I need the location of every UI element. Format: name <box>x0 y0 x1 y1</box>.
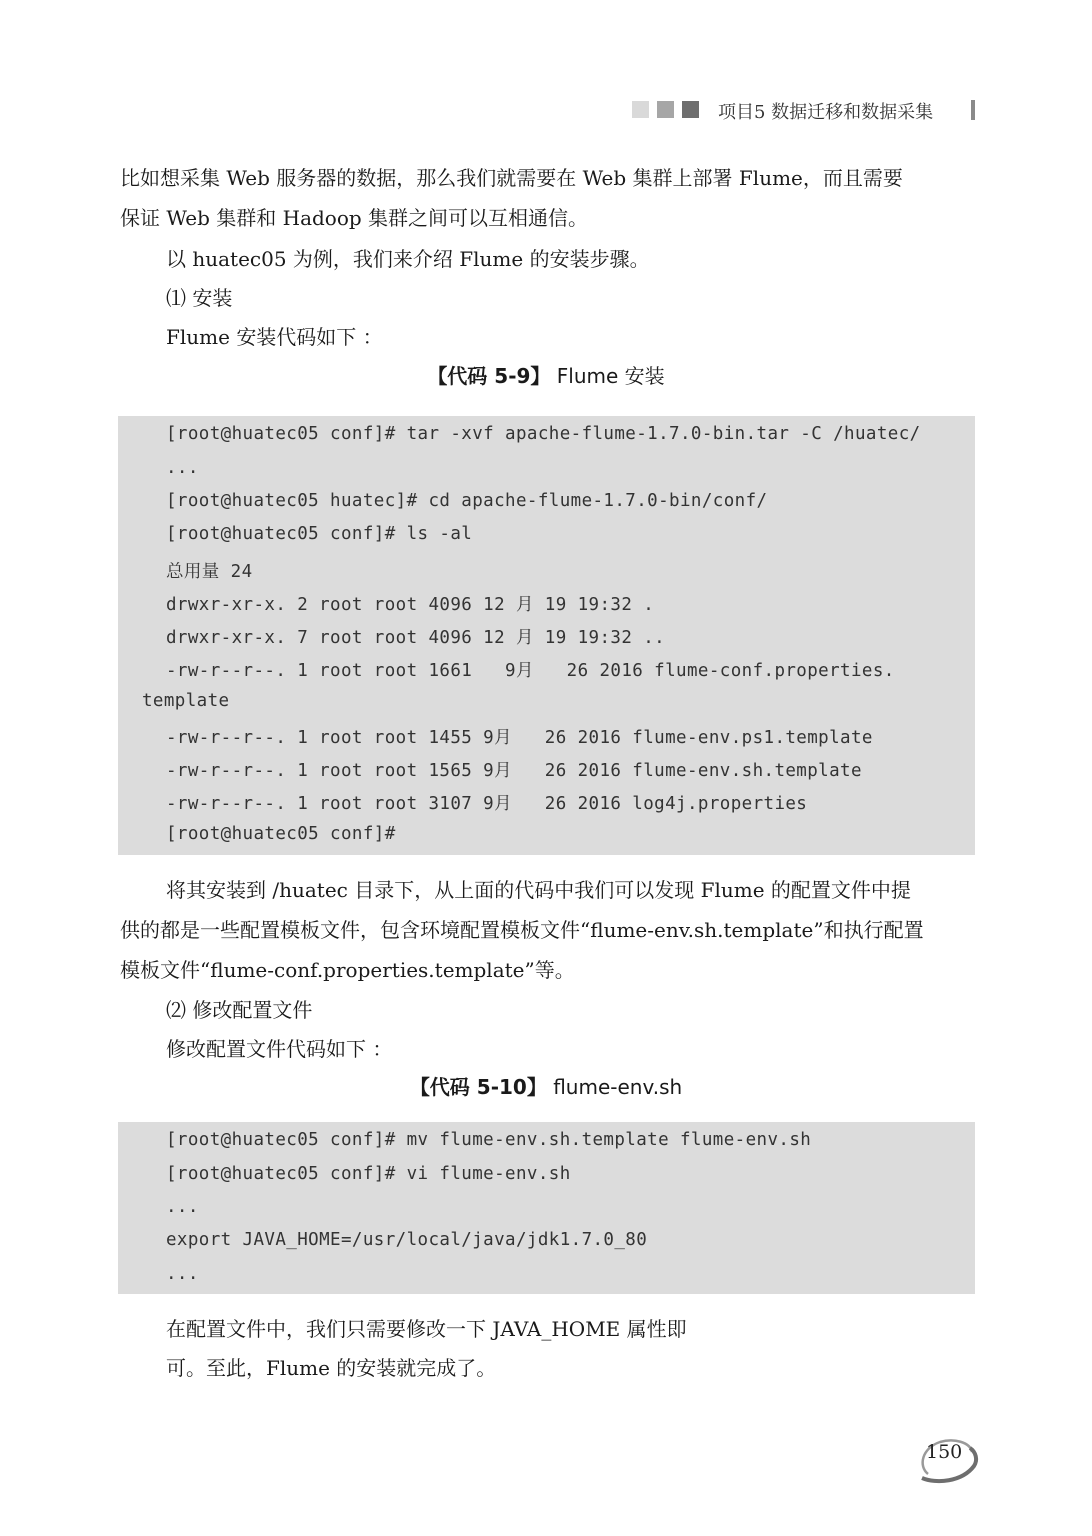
code-line: 总用量 24 <box>166 562 253 582</box>
header-bar <box>971 100 975 120</box>
code-line: [root@huatec05 conf]# <box>166 824 396 844</box>
step-1-heading: ⑴ 安装 <box>166 286 233 310</box>
code-line: export JAVA_HOME=/usr/local/java/jdk1.7.0_80 <box>166 1230 648 1250</box>
code-line: -rw-r--r--. 1 root root 3107 9月 26 2016 log4j.properties <box>166 794 808 814</box>
code-line: [root@huatec05 conf]# ls -al <box>166 524 473 544</box>
code-block-5-9 <box>118 416 975 855</box>
step-1-description: Flume 安装代码如下 ： <box>166 325 383 349</box>
middle-line-2: 供的都是一些配置模板文件，包含环境配置模板文件“flume-env.sh.template”和执行配置 <box>120 918 924 942</box>
chapter-title: 项目5 数据迁移和数据采集 <box>718 102 934 123</box>
code-line: drwxr-xr-x. 7 root root 4096 12 月 19 19:32 .. <box>166 628 666 648</box>
outro-line-1: 在配置文件中，我们只需要修改一下 JAVA_HOME 属性即 <box>166 1317 687 1341</box>
intro-line-1: 比如想采集 Web 服务器的数据，那么我们就需要在 Web 集群上部署 Flume，而且需要 <box>120 166 903 190</box>
caption-title: Flume 安装 <box>556 364 665 388</box>
running-header <box>0 96 1092 130</box>
header-square-dark <box>682 101 699 118</box>
intro-paragraph: 以 huatec05 为例，我们来介绍 Flume 的安装步骤。 <box>166 247 650 271</box>
caption-label: 【代码 5-10】 <box>409 1075 547 1099</box>
code-caption-5-10 <box>0 1071 1092 1100</box>
code-line: [root@huatec05 conf]# vi flume-env.sh <box>166 1164 571 1184</box>
code-block-5-10 <box>118 1122 975 1294</box>
code-line: [root@huatec05 conf]# tar -xvf apache-flume-1.7.0-bin.tar -C /huatec/ <box>166 424 921 444</box>
code-line: drwxr-xr-x. 2 root root 4096 12 月 19 19:32 . <box>166 595 655 615</box>
caption-title: flume-env.sh <box>553 1075 683 1099</box>
outro-line-2: 可。至此，Flume 的安装就完成了。 <box>166 1356 497 1380</box>
code-line: -rw-r--r--. 1 root root 1661 9月 26 2016 flume-conf.properties. <box>166 661 895 681</box>
code-line: ... <box>166 1264 199 1284</box>
middle-line-1: 将其安装到 /huatec 目录下，从上面的代码中我们可以发现 Flume 的配置文件中提 <box>166 878 911 902</box>
code-line: [root@huatec05 huatec]# cd apache-flume-1.7.0-bin/conf/ <box>166 491 768 511</box>
code-line-wrap: template <box>142 691 230 711</box>
header-squares <box>632 101 699 118</box>
header-square-light <box>632 101 649 118</box>
page-number: 150 <box>926 1441 963 1463</box>
code-caption-5-9 <box>0 360 1092 389</box>
code-line: ... <box>166 458 199 478</box>
middle-line-3: 模板文件“flume-conf.properties.template”等。 <box>120 958 575 982</box>
code-line: -rw-r--r--. 1 root root 1455 9月 26 2016 flume-env.ps1.template <box>166 728 873 748</box>
code-line: ... <box>166 1197 199 1217</box>
intro-line-2: 保证 Web 集群和 Hadoop 集群之间可以互相通信。 <box>120 206 589 230</box>
header-square-mid <box>657 101 674 118</box>
caption-label: 【代码 5-9】 <box>427 364 551 388</box>
step-2-description: 修改配置文件代码如下 ： <box>166 1037 393 1061</box>
code-line: [root@huatec05 conf]# mv flume-env.sh.template flume-env.sh <box>166 1130 812 1150</box>
code-line: -rw-r--r--. 1 root root 1565 9月 26 2016 flume-env.sh.template <box>166 761 862 781</box>
step-2-heading: ⑵ 修改配置文件 <box>166 998 313 1022</box>
